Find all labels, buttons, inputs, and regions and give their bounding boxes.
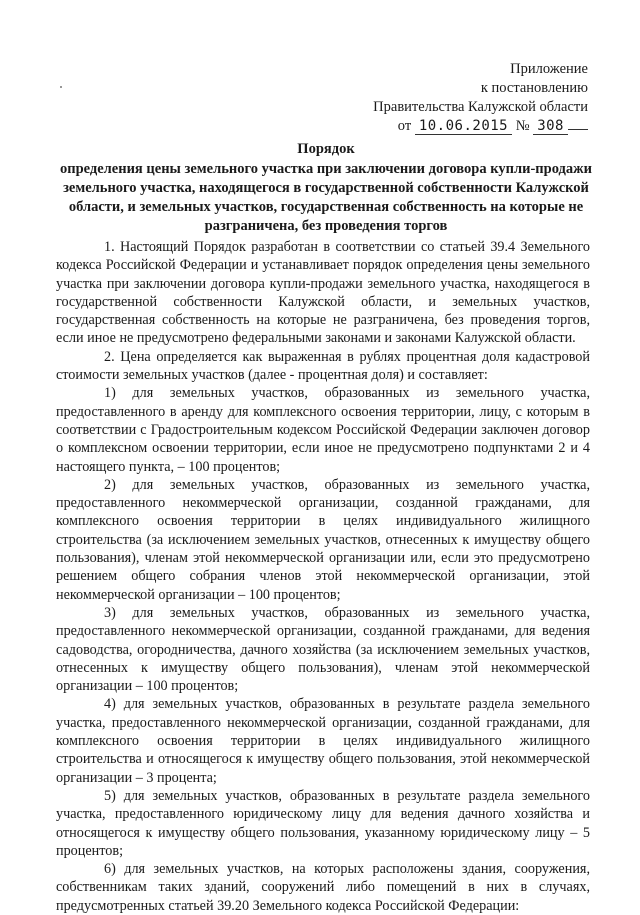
decree-date-line bbox=[373, 117, 588, 136]
government-name: Правительства Калужской области bbox=[373, 99, 588, 115]
decree-reference: к постановлению bbox=[480, 80, 588, 96]
decree-date: 10.06.2015 bbox=[415, 118, 512, 135]
subparagraph-4: 4) для земельных участков, образованных в результате раздела земельного участка, предоставленного некоммерческой организации, созданной гражданами, для комплексного освоения территории в целях индивидуального жилищного строительства и относящегося к имуществу общего пользования, этой некоммерческой организации – 3 процента; bbox=[56, 696, 590, 786]
scan-speck bbox=[60, 86, 62, 88]
appendix-label: Приложение bbox=[510, 61, 588, 77]
paragraph-2: 2. Цена определяется как выраженная в рублях процентная доля кадастровой стоимости земельных участков (далее - процентная доля) и составляет: bbox=[56, 348, 590, 384]
number-underline bbox=[568, 117, 588, 130]
subparagraph-2: 2) для земельных участков, образованных из земельного участка, предоставленного некоммерческой организации, созданной гражданами, для комплексного освоения территории в целях индивидуального жилищного строительства (за исключением земельных участков, отнесенных к имуществу общего пользования), членам этой некоммерческой организации или, если это предусмотрено решением общего собрания членов этой некоммерческой организации, этой некоммерческой организации – 100 процентов; bbox=[56, 476, 590, 603]
document-body bbox=[56, 238, 590, 915]
subparagraph-1: 1) для земельных участков, образованных из земельного участка, предоставленного в аренду для комплексного освоения территории, лицу, с которым в соответствии с Градостроительным кодексом Российской Федерации заключен договор о комплексном освоении территории, если иное не предусмотрено подпунктами 2 и 4 настоящего пункта, – 100 процентов; bbox=[56, 385, 590, 475]
paragraph-1: 1. Настоящий Порядок разработан в соответствии со статьей 39.4 Земельного кодекса Российской Федерации и устанавливает порядок определения цены земельного участка при заключении договора купли-продажи земельного участка, находящегося в государственной собственности Калужской области, и земельных участков, государственная собственность на которые не разграничена, без проведения торгов, если иное не предусмотрено федеральными законами и законами Калужской области. bbox=[56, 239, 590, 347]
date-prefix: от bbox=[397, 118, 412, 134]
subparagraph-5: 5) для земельных участков, образованных в результате раздела земельного участка, предоставленного юридическому лицу для ведения дачного хозяйства и относящегося к имуществу общего пользования, указанному юридическому лицу – 5 процентов; bbox=[56, 787, 590, 859]
decree-number: 308 bbox=[533, 118, 568, 135]
subparagraph-3: 3) для земельных участков, образованных из земельного участка, предоставленного некоммерческой организации, созданной гражданами, для ведения садоводства, огородничества, дачного хозяйства (за исключением земельных участков, отнесенных к имуществу общего пользования), членам этой некоммерческой организации – 100 процентов; bbox=[56, 604, 590, 695]
subparagraph-6: 6) для земельных участков, на которых расположены здания, сооружения, собственникам таких зданий, сооружений либо помещений в них в случаях, предусмотренных статьей 39.20 Земельного кодекса Российской Федерации: bbox=[56, 861, 590, 914]
number-sign: № bbox=[515, 118, 530, 134]
document-title bbox=[56, 140, 596, 236]
title-heading: Порядок bbox=[297, 141, 355, 157]
appendix-header bbox=[373, 60, 588, 136]
title-subtitle: определения цены земельного участка при заключении договора купли-продажи земельного участка, находящегося в государственной собственности Калужской области, и земельных участков, государственная собственность на которые не разграничена, без проведения торгов bbox=[59, 161, 593, 234]
